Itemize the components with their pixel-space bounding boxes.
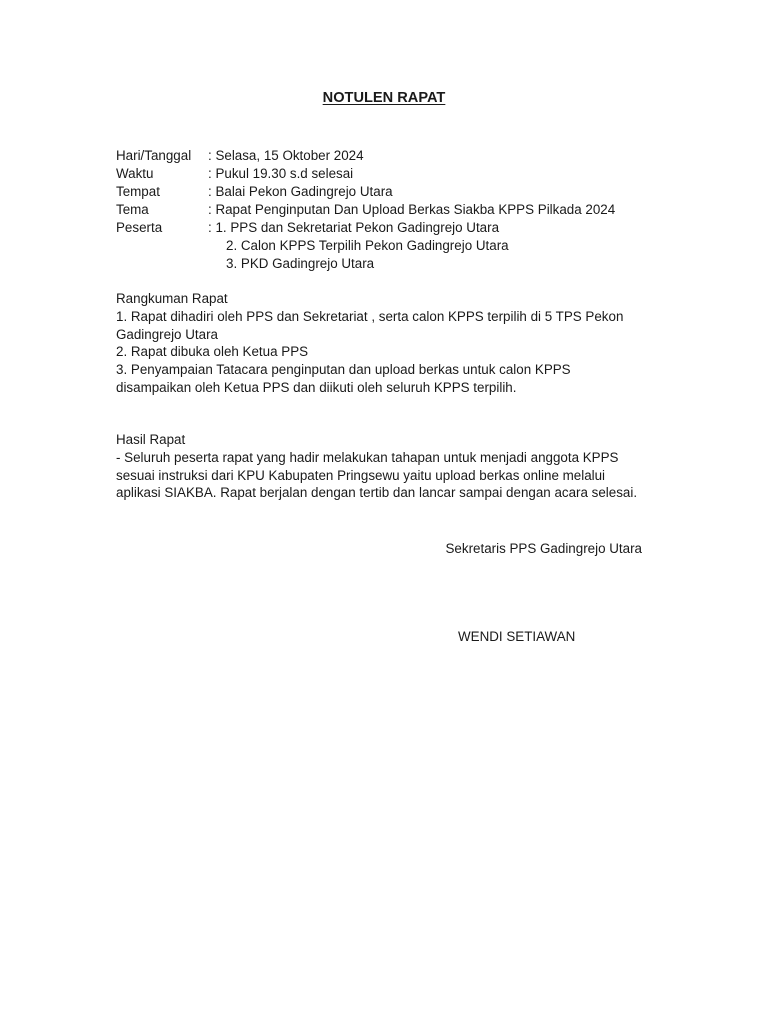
summary-section <box>116 290 646 397</box>
participant-item: 2. Calon KPPS Terpilih Pekon Gadingrejo Utara <box>226 238 509 253</box>
result-section <box>116 431 646 502</box>
participant-item: 3. PKD Gadingrejo Utara <box>226 256 375 271</box>
document-page <box>116 0 646 1024</box>
meta-value-date: : Selasa, 15 Oktober 2024 <box>208 148 364 163</box>
result-heading: Hasil Rapat <box>116 432 186 447</box>
participant-item: : 1. PPS dan Sekretariat Pekon Gadingrejo Utara <box>208 220 500 235</box>
meta-row-date <box>116 147 646 165</box>
participant-list <box>116 237 646 273</box>
summary-item: 3. Penyampaian Tatacara penginputan dan upload berkas untuk calon KPPS disampaikan oleh Ketua PPS dan diikuti oleh seluruh KPPS terpilih. <box>116 362 571 395</box>
meta-key-participants: Peserta <box>116 220 163 235</box>
document-title: NOTULEN RAPAT <box>322 90 446 106</box>
meta-key-theme: Tema <box>116 202 149 217</box>
meeting-details <box>116 147 646 273</box>
signature-role: Sekretaris PPS Gadingrejo Utara <box>445 541 642 556</box>
meta-row-participants <box>116 219 646 237</box>
meta-value-theme: : Rapat Penginputan Dan Upload Berkas Siakba KPPS Pilkada 2024 <box>208 202 616 217</box>
summary-item: 1. Rapat dihadiri oleh PPS dan Sekretariat , serta calon KPPS terpilih di 5 TPS Pekon Gadingrejo Utara <box>116 308 624 342</box>
meta-key-date: Hari/Tanggal <box>116 148 192 163</box>
result-text: - Seluruh peserta rapat yang hadir melakukan tahapan untuk menjadi anggota KPPS sesuai instruksi dari KPU Kabupaten Pringsewu yaitu upload berkas online melalui aplikasi SIAKBA. Rapat berjalan dengan tertib dan lancar sampai dengan acara selesai. <box>116 449 638 501</box>
meta-row-theme <box>116 201 646 219</box>
meta-key-time: Waktu <box>116 166 154 181</box>
summary-heading: Rangkuman Rapat <box>116 291 228 306</box>
meta-row-place <box>116 183 646 201</box>
signature-name: WENDI SETIAWAN <box>458 629 576 644</box>
meta-row-time <box>116 165 646 183</box>
summary-item: 2. Rapat dibuka oleh Ketua PPS <box>116 344 309 360</box>
meta-value-time: : Pukul 19.30 s.d selesai <box>208 166 354 181</box>
meta-value-place: : Balai Pekon Gadingrejo Utara <box>208 184 393 199</box>
meta-key-place: Tempat <box>116 184 160 199</box>
